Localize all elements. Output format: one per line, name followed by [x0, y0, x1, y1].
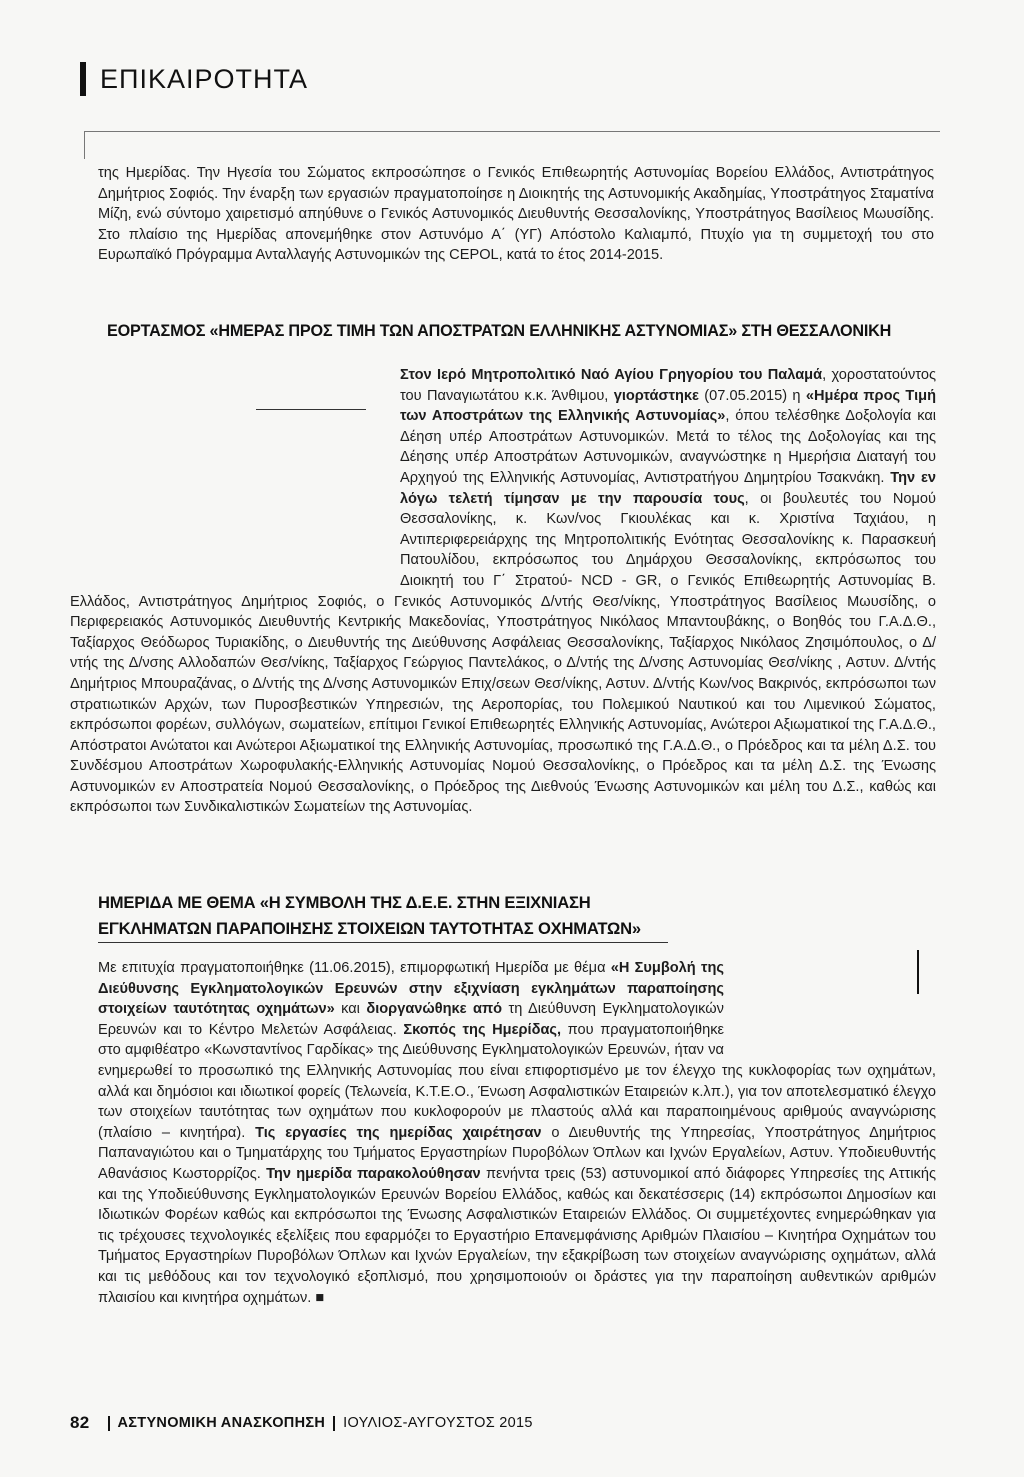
- frame-line: [84, 131, 940, 132]
- article1-church: Στον Ιερό Μητροπολιτικό Ναό Αγίου Γρηγορίου του Παλαμά: [400, 367, 823, 383]
- article1-body: Στον Ιερό Μητροπολιτικό Ναό Αγίου Γρηγορίου του Παλαμά, χοροστατούντος του Παναγιωτάτου κ.κ. Άνθιμου, γιορτάστηκε (07.05.2015) η «Ημέρα προς Τιμή των Αποστράτων της Ελληνικής Αστυνομίας», όπου τελέσθηκε Δοξολογία και Δέηση υπέρ Αποστράτων Αστυνομικών. Μετά το τέλος της Δοξολογίας και της Δέησης υπέρ Αποστράτων Αστυνομικών, αναγνώστηκε η Ημερήσια Διαταγή του Αρχηγού της Ελληνικής Αστυνομίας, Αντιστρατήγου Δημητρίου Τσακνάκη. Την εν λόγω τελετή τίμησαν με την παρουσία τους, οι βουλευτές του Νομού Θεσσαλονίκης, κ. Κων/νος Γκιουλέκας και κ. Χριστίνα Ταχιάου, η Αντιπεριφερειάρχης της Μητροπολιτικής Ενότητας Θεσσαλονίκης κ. Παρασκευή Πατουλίδου, εκπρόσωπος του Δημάρχου Θεσσαλονίκης, εκπρόσωπος του Διοικητή του Γ΄ Στρατού- NCD - GR, ο Γενικός Επιθεωρητής Αστυνομίας Β. Ελλάδος, Αντιστράτηγος Δημήτριος Σοφιός, ο Γενικός Αστυνομικός Δ/ντής Θεσ/νίκης, Υποστράτηγος Βασίλειος Μωυσίδης, ο Περιφερειακός Αστυνομικός Διευθυντής Κεντρικής Μακεδονίας, Υποστράτηγος Νικόλαος Μπαντουβάκης, ο Βοηθός του Γ.Α.Δ.Θ., Ταξίαρχος Θεόδωρος Τυριακίδης, ο Διευθυντής της Διεύθυνσης Ασφάλειας Θεσσαλονίκης, Ταξίαρχος Νικόλαος Ζησιμόπουλος, ο Δ/ντής της Δ/νσης Αλλοδαπών Θεσ/νίκης, Ταξίαρχος Γεώργιος Παντελάκος, ο Δ/ντής της Δ/νσης Αστυνομίας Θεσ/νίκης , Αστυν. Δ/ντής Δημήτριος Μπουραζάνας, ο Δ/ντής της Δ/νσης Αστυνομικών Επιχ/σεων Θεσ/νίκης, Αστυν. Δ/ντής Κων/νος Βακρινός, εκπρόσωποι των στρατιωτικών Αρχών, των Πυροσβεστικών Υπηρεσιών, της Αεροπορίας, του Πολεμικού Ναυτικού και του Λιμενικού Σώματος, εκπρόσωποι φορέων, συλλόγων, σωματείων, επίτιμοι Γενικοί Επιθεωρητές Ελληνικής Αστυνομίας, Ανώτεροι Αξιωματικοί της Γ.Α.Δ.Θ., Απόστρατοι Ανώτατοι και Ανώτεροι Αξιωματικοί της Ελληνικής Αστυνομίας, προσωπικό της Γ.Α.Δ.Θ., ο Πρόεδρος και τα μέλη Δ.Σ. του Συνδέσμου Αποστράτων Χωροφυλακής-Ελληνικής Αστυνομίας Νομού Θεσσαλονίκης, ο Πρόεδρος και τα μέλη Δ.Σ. της Ένωσης Αστυνομικών εν Αποστρατεία Νομού Θεσσαλονίκης, ο Πρόεδρος της Διεθνούς Ένωσης Αστυνομικών και μέλη του Δ.Σ., καθώς και εκπρόσωποι των Συνδικαλιστικών Σωματείων της Αστυνομίας.: [70, 367, 937, 816]
- page-number: 82: [70, 1413, 90, 1432]
- magazine-title: ΑΣΤΥΝΟΜΙΚΗ ΑΝΑΣΚΟΠΗΣΗ: [117, 1415, 326, 1431]
- article2-body: Με επιτυχία πραγματοποιήθηκε (11.06.2015), επιμορφωτική Ημερίδα με θέμα «Η Συμβολή της Διεύθυνσης Εγκληματολογικών Ερευνών στην εξιχνίαση εγκλημάτων παραποίησης στοιχείων ταυτότητας οχημάτων» και διοργανώθηκε από τη Διεύθυνση Εγκληματολογικών Ερευνών και το Κέντρο Μελετών Ασφάλειας. Σκοπός της Ημερίδας, που πραγματοποιήθηκε στο αμφιθέατρο «Κωνσταντίνος Γαρδίκας» της Διεύθυνσης Εγκληματολογικών Ερευνών, ήταν να ενημερωθεί το προσωπικό της Ελληνικής Αστυνομίας που είναι επιφορτισμένο με τον έλεγχο της κυκλοφορίας των οχημάτων, αλλά και δημόσιοι και ιδιωτικοί φορείς (Τελωνεία, Κ.Τ.Ε.Ο., Ένωση Ασφαλιστικών Εταιρειών κ.λπ.), για τον αποτελεσματικό έλεγχο των στοιχείων ταυτότητας των οχημάτων που κυκλοφορούν με πλαστούς αλλά και παραποιημένους αριθμούς αναγνώρισης (πλαίσιο – κινητήρα). Τις εργασίες της ημερίδας χαιρέτησαν ο Διευθυντής της Υπηρεσίας, Υποστράτηγος Δημήτριος Παπαναγιώτου και ο Τμηματάρχης του Τμήματος Εργαστηρίων Πυροβόλων Όπλων και Ιχνών Εργαλείων, Αστυν. Υποδιευθυντής Αθανάσιος Κωστορρίζος. Την ημερίδα παρακολούθησαν πενήντα τρεις (53) αστυνομικοί από διάφορες Υπηρεσίες της Αττικής και της Υποδιεύθυνσης Εγκληματολογικών Ερευνών Βορείου Ελλάδος, καθώς και δεκατέσσερις (14) εκπρόσωποι Δημοσίων και Ιδιωτικών Φορέων καθώς και εκπρόσωποι της Ένωσης Ασφαλιστικών Εταιρειών Ελλάδος. Οι συμμετέχοντες ενημερώθηκαν για τις τρέχουσες τεχνολογικές εξελίξεις που εφαρμόζει το Εργαστήριο Επανεμφάνισης Αριθμών Πλαισίου – Κινητήρα Οχημάτων του Τμήματος Εργαστηρίων Πυροβόλων Όπλων και Ιχνών Εργαλείων, την εξακρίβωση των στοιχείων αναγνώρισης οχημάτων, αλλά και τις μεθόδους και τον τεχνολογικό εξοπλισμό, που χρησιμοποιούν οι δράστες για την παραποίηση αυθεντικών αριθμών πλαισίου και κινητήρα οχημάτων. ■: [98, 960, 937, 1306]
- page-footer: [70, 1413, 533, 1433]
- section-bar: [80, 62, 86, 96]
- section-label: [80, 62, 308, 96]
- article1-event-name: «Ημέρα προς Τιμή των Αποστράτων της Ελληνικής Αστυνομίας»: [400, 387, 936, 425]
- article1-heading: ΕΟΡΤΑΣΜΟΣ «ΗΜΕΡΑΣ ΠΡΟΣ ΤΙΜΗ ΤΩΝ ΑΠΟΣΤΡΑΤΩΝ ΕΛΛΗΝΙΚΗΣ ΑΣΤΥΝΟΜΙΑΣ» ΣΤΗ ΘΕΣΣΑΛΟΝΙΚΗ: [107, 322, 892, 340]
- footer-separator: [108, 1416, 110, 1431]
- footer-separator: [333, 1416, 335, 1431]
- end-mark: ■: [315, 1289, 325, 1306]
- frame-line: [84, 131, 85, 159]
- article2-heading: ΗΜΕΡΙΔΑ ΜΕ ΘΕΜΑ «Η ΣΥΜΒΟΛΗ ΤΗΣ Δ.Ε.Ε. ΣΤΗΝ ΕΞΙΧΝΙΑΣΗ ΕΓΚΛΗΜΑΤΩΝ ΠΑΡΑΠΟΙΗΣΗΣ ΣΤΟΙΧΕΙΩΝ ΤΑΥΤΟΤΗΤΑΣ ΟΧΗΜΑΤΩΝ»: [98, 893, 641, 938]
- section-title: ΕΠΙΚΑΙΡΟΤΗΤΑ: [100, 63, 309, 94]
- article1-indent: [70, 365, 400, 571]
- issue-date: ΙΟΥΛΙΟΣ-ΑΥΓΟΥΣΤΟΣ 2015: [343, 1415, 533, 1431]
- article2-heading-underline: [98, 942, 668, 943]
- intro-paragraph: της Ημερίδας. Την Ηγεσία του Σώματος εκπροσώπησε ο Γενικός Επιθεωρητής Αστυνομίας Βορείου Ελλάδος, Αντιστράτηγος Δημήτριος Σοφιός. Την έναρξη των εργασιών πραγματοποίησε η Διοικητής της Αστυνομικής Ακαδημίας, Υποστράτηγος Σταματίνα Μίζη, ενώ σύντομο χαιρετισμό απηύθυνε ο Γενικός Αστυνομικός Διευθυντής Θεσσαλονίκης, Υποστράτηγος Βασίλειος Μωυσίδης. Στο πλαίσιο της Ημερίδας απονεμήθηκε στον Αστυνόμο Α΄ (ΥΓ) Απόστολο Καλιαμπό, Πτυχίο για τη συμμετοχή του στο Ευρωπαϊκό Πρόγραμμα Ανταλλαγής Αστυνομικών της CEPOL, κατά το έτος 2014-2015.: [98, 165, 934, 264]
